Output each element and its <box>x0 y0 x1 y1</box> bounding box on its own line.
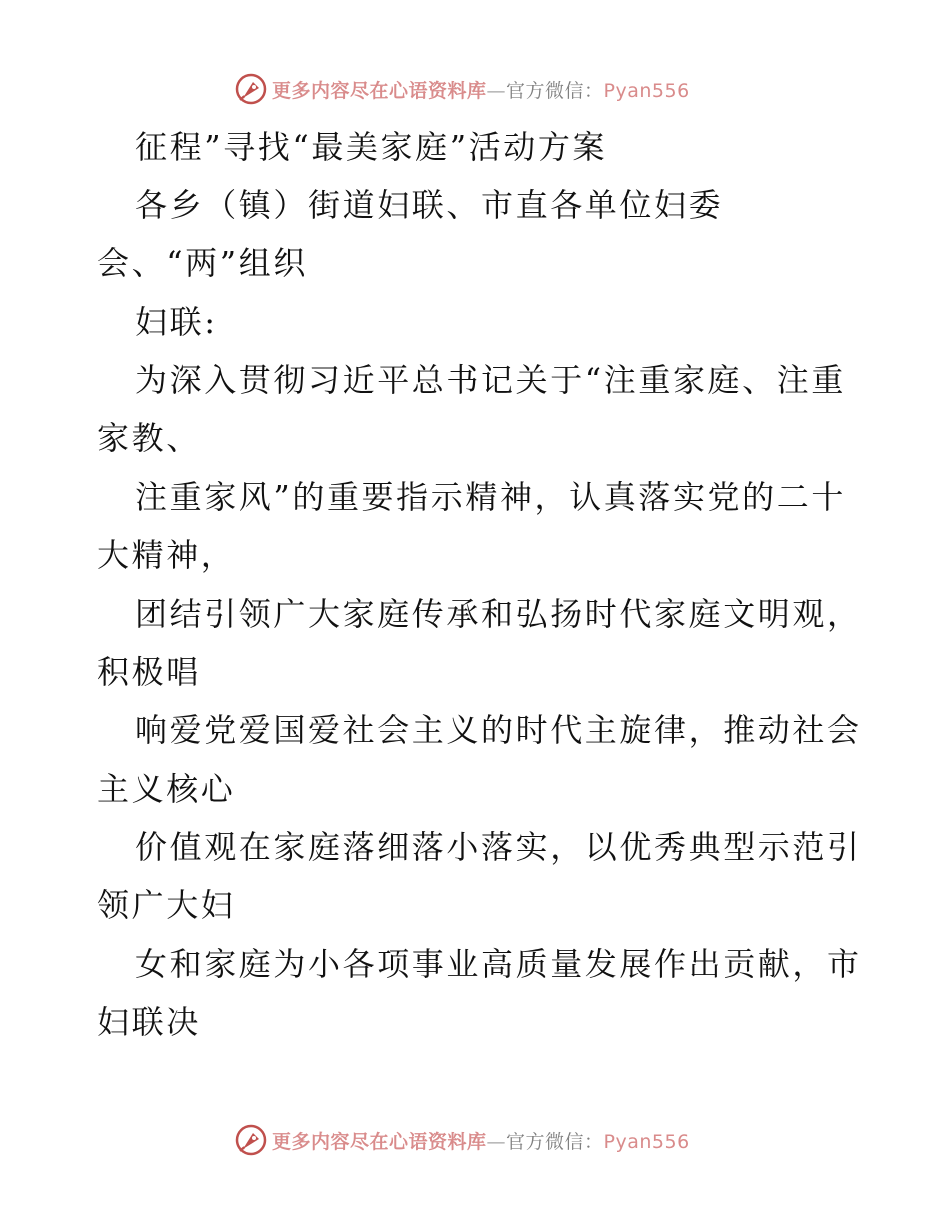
body-line: 主义核心 <box>97 770 236 808</box>
body-line: 注重家风”的重要指示精神，认真落实党的二十 <box>135 478 846 516</box>
body-line: 妇联决 <box>97 1003 201 1041</box>
watermark-wechat-id: Pyan556 <box>603 1130 690 1153</box>
body-line: 积极唱 <box>97 653 201 691</box>
header-watermark <box>234 72 690 106</box>
watermark-brand: 更多内容尽在心语资料库 <box>272 1130 487 1153</box>
watermark-dash: — <box>486 1130 507 1153</box>
watermark-dash: — <box>486 79 507 102</box>
watermark-wechat-label: 官方微信： <box>506 79 604 102</box>
body-line: 女和家庭为小各项事业高质量发展作出贡献，市 <box>135 945 862 983</box>
body-line: 响爱党爱国爱社会主义的时代主旋律，推动社会 <box>135 711 862 749</box>
watermark-text <box>272 1127 690 1154</box>
watermark-wechat-label: 官方微信： <box>506 1130 604 1153</box>
body-line: 领广大妇 <box>97 886 236 924</box>
watermark-brand: 更多内容尽在心语资料库 <box>272 79 487 102</box>
footer-watermark <box>234 1123 690 1157</box>
body-line: 会、“两”组织 <box>97 244 308 282</box>
watermark-text <box>272 76 690 103</box>
body-line: 妇联: <box>135 303 218 341</box>
body-line: 为深入贯彻习近平总书记关于“注重家庭、注重 <box>135 361 846 399</box>
body-line: 团结引领广大家庭传承和弘扬时代家庭文明观， <box>135 595 862 633</box>
body-line: 家教、 <box>97 419 201 457</box>
body-line: 价值观在家庭落细落小落实，以优秀典型示范引 <box>135 828 862 866</box>
fountain-pen-nib-icon <box>234 72 268 106</box>
body-line: 大精神， <box>97 536 236 574</box>
body-line: 征程”寻找“最美家庭”活动方案 <box>135 128 608 166</box>
watermark-wechat-id: Pyan556 <box>603 79 690 102</box>
fountain-pen-nib-icon <box>234 1123 268 1157</box>
body-line: 各乡（镇）街道妇联、市直各单位妇委 <box>135 186 724 224</box>
